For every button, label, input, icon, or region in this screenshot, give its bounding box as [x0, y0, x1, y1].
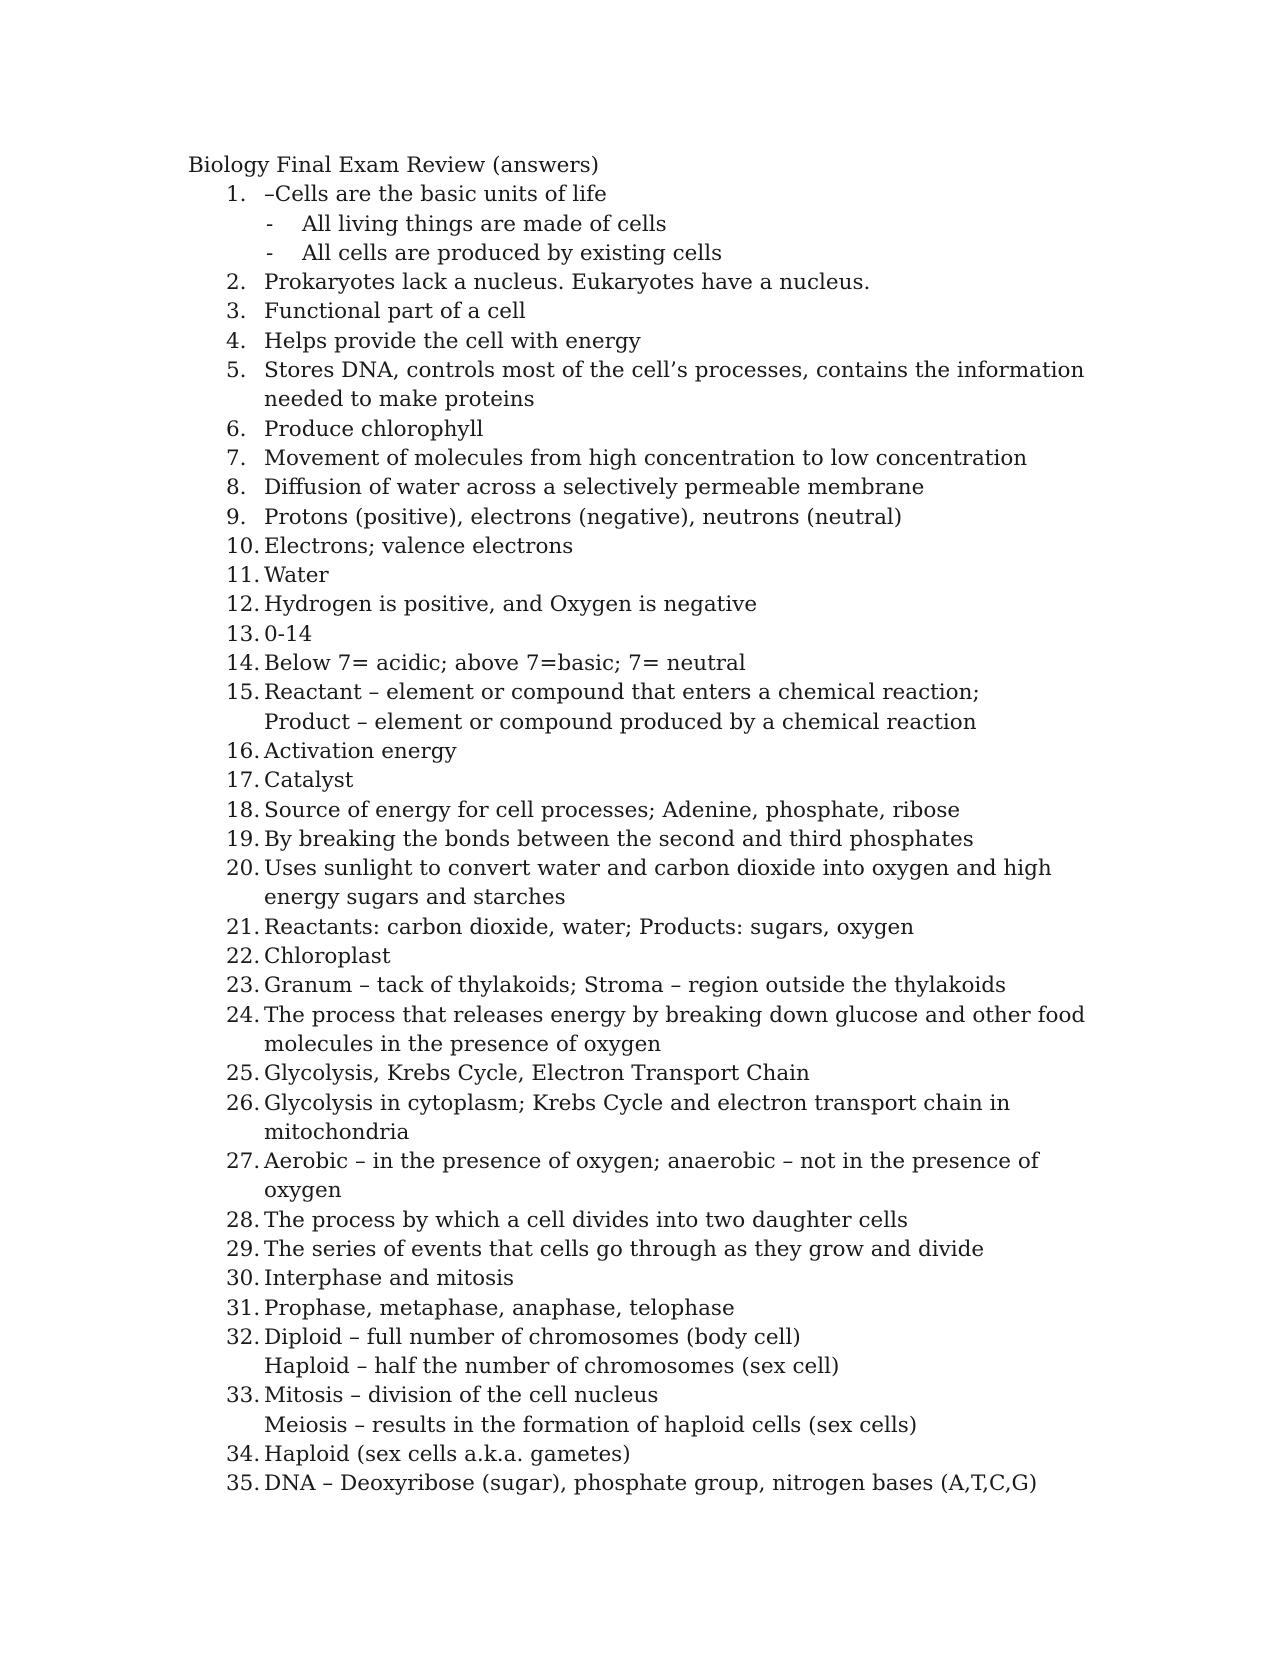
- answer-item: [188, 532, 1088, 561]
- answer-text: Functional part of a cell: [264, 299, 526, 325]
- answer-text: Granum – tack of thylakoids; Stroma – region outside the thylakoids: [264, 973, 1007, 999]
- answer-item: [188, 180, 1088, 268]
- answer-text: Glycolysis, Krebs Cycle, Electron Transport Chain: [264, 1061, 810, 1087]
- answer-number: 18.: [226, 797, 261, 823]
- answer-item: [188, 1323, 1088, 1382]
- answer-item: [188, 415, 1088, 444]
- answer-text: Uses sunlight to convert water and carbon dioxide into oxygen and high: [264, 856, 1052, 882]
- answer-text: Chloroplast: [264, 944, 391, 970]
- answer-item: [188, 297, 1088, 326]
- answer-number: 15.: [226, 680, 261, 706]
- answer-text: By breaking the bonds between the second and third phosphates: [264, 826, 974, 852]
- answer-item: [188, 971, 1088, 1000]
- answer-number: 12.: [226, 592, 261, 618]
- answer-number: 31.: [226, 1295, 261, 1321]
- answer-text: Electrons; valence electrons: [264, 533, 574, 559]
- answer-text: Glycolysis in cytoplasm; Krebs Cycle and electron transport chain in: [264, 1090, 1011, 1116]
- answer-item: [188, 444, 1088, 473]
- answer-number: 1.: [226, 182, 247, 208]
- answer-number: 32.: [226, 1324, 261, 1350]
- answer-number: 34.: [226, 1442, 261, 1468]
- answer-number: 24.: [226, 1002, 261, 1028]
- answer-number: 29.: [226, 1236, 261, 1262]
- answer-item: [188, 590, 1088, 619]
- answer-number: 22.: [226, 944, 261, 970]
- answer-number: 23.: [226, 973, 261, 999]
- answer-number: 8.: [226, 475, 247, 501]
- answer-text: oxygen: [264, 1178, 342, 1204]
- answer-item: [188, 1147, 1088, 1206]
- answer-item: [188, 268, 1088, 297]
- answer-item: [188, 1381, 1088, 1440]
- answer-text: Reactants: carbon dioxide, water; Products: sugars, oxygen: [264, 914, 915, 940]
- answer-number: 5.: [226, 358, 247, 384]
- answer-item: [188, 561, 1088, 590]
- answer-number: 10.: [226, 533, 261, 559]
- answer-text: The process that releases energy by breaking down glucose and other food: [264, 1002, 1086, 1028]
- answer-number: 3.: [226, 299, 247, 325]
- answer-number: 28.: [226, 1207, 261, 1233]
- answer-number: 20.: [226, 856, 261, 882]
- answer-text: Produce chlorophyll: [264, 416, 484, 442]
- answer-item: [188, 1059, 1088, 1088]
- answer-number: 7.: [226, 445, 247, 471]
- answer-text: needed to make proteins: [264, 387, 535, 413]
- answer-item: [188, 1089, 1088, 1148]
- answer-number: 11.: [226, 563, 261, 589]
- answer-text: energy sugars and starches: [264, 885, 566, 911]
- answer-text: Diploid – full number of chromosomes (body cell): [264, 1324, 801, 1350]
- answer-item: [188, 620, 1088, 649]
- answer-number: 14.: [226, 651, 261, 677]
- answer-text: Below 7= acidic; above 7=basic; 7= neutral: [264, 651, 746, 677]
- answer-item: [188, 942, 1088, 971]
- answer-item: [188, 913, 1088, 942]
- answer-text: Catalyst: [264, 768, 354, 794]
- answer-text: Prokaryotes lack a nucleus. Eukaryotes have a nucleus.: [264, 270, 871, 296]
- answer-text: Aerobic – in the presence of oxygen; anaerobic – not in the presence of: [264, 1149, 1039, 1175]
- answer-number: 30.: [226, 1266, 261, 1292]
- answer-item: [188, 1440, 1088, 1469]
- answer-text: Hydrogen is positive, and Oxygen is negative: [264, 592, 758, 618]
- answer-item: [188, 678, 1088, 737]
- answer-text: Water: [264, 563, 329, 589]
- sub-list: [264, 210, 1088, 269]
- answer-number: 9.: [226, 504, 247, 530]
- sub-item: [264, 210, 1088, 239]
- answer-text: Movement of molecules from high concentration to low concentration: [264, 445, 1028, 471]
- answer-text: Diffusion of water across a selectively permeable membrane: [264, 475, 925, 501]
- answer-item: [188, 737, 1088, 766]
- answer-text: Stores DNA, controls most of the cell’s processes, contains the information: [264, 358, 1085, 384]
- answer-number: 27.: [226, 1149, 261, 1175]
- answer-item: [188, 825, 1088, 854]
- answer-number: 17.: [226, 768, 261, 794]
- answer-text: mitochondria: [264, 1119, 410, 1145]
- answer-item: [188, 1235, 1088, 1264]
- answer-text: Source of energy for cell processes; Adenine, phosphate, ribose: [264, 797, 961, 823]
- sub-item-text: All cells are produced by existing cells: [302, 240, 723, 266]
- answer-text: Interphase and mitosis: [264, 1266, 515, 1292]
- answer-item: [188, 327, 1088, 356]
- answer-number: 4.: [226, 328, 247, 354]
- answer-text: Haploid – half the number of chromosomes (sex cell): [264, 1354, 840, 1380]
- answer-number: 21.: [226, 914, 261, 940]
- answer-number: 2.: [226, 270, 247, 296]
- answer-item: [188, 1001, 1088, 1060]
- answer-text: 0-14: [264, 621, 313, 647]
- answer-text: Prophase, metaphase, anaphase, telophase: [264, 1295, 735, 1321]
- answer-text: The series of events that cells go through as they grow and divide: [264, 1236, 985, 1262]
- answer-text: Protons (positive), electrons (negative), neutrons (neutral): [264, 504, 903, 530]
- dash-bullet-icon: -: [266, 211, 274, 237]
- answer-number: 33.: [226, 1383, 261, 1409]
- answer-item: [188, 503, 1088, 532]
- answer-item: [188, 1294, 1088, 1323]
- answer-number: 6.: [226, 416, 247, 442]
- answer-text: molecules in the presence of oxygen: [264, 1031, 662, 1057]
- answer-item: [188, 796, 1088, 825]
- answer-item: [188, 473, 1088, 502]
- answer-text: The process by which a cell divides into two daughter cells: [264, 1207, 909, 1233]
- answer-text: Activation energy: [264, 738, 457, 764]
- document-body: [188, 151, 1088, 1499]
- answer-number: 25.: [226, 1061, 261, 1087]
- answer-text: Helps provide the cell with energy: [264, 328, 641, 354]
- answer-text: Haploid (sex cells a.k.a. gametes): [264, 1442, 631, 1468]
- answer-number: 19.: [226, 826, 261, 852]
- sub-item-text: All living things are made of cells: [302, 211, 667, 237]
- answer-number: 13.: [226, 621, 261, 647]
- answer-number: 26.: [226, 1090, 261, 1116]
- answer-text: Product – element or compound produced by a chemical reaction: [264, 709, 977, 735]
- answer-item: [188, 356, 1088, 415]
- dash-bullet-icon: -: [266, 240, 274, 266]
- answer-text: Meiosis – results in the formation of haploid cells (sex cells): [264, 1412, 918, 1438]
- answer-list: [188, 180, 1088, 1498]
- answer-item: [188, 1264, 1088, 1293]
- answer-number: 16.: [226, 738, 261, 764]
- answer-item: [188, 649, 1088, 678]
- answer-text: Mitosis – division of the cell nucleus: [264, 1383, 659, 1409]
- answer-item: [188, 766, 1088, 795]
- answer-item: [188, 1469, 1088, 1498]
- answer-text: DNA – Deoxyribose (sugar), phosphate group, nitrogen bases (A,T,C,G): [264, 1471, 1038, 1497]
- sub-item: [264, 239, 1088, 268]
- document-title: Biology Final Exam Review (answers): [188, 153, 600, 178]
- answer-text: –Cells are the basic units of life: [264, 182, 607, 208]
- answer-text: Reactant – element or compound that enters a chemical reaction;: [264, 680, 980, 706]
- answer-item: [188, 1206, 1088, 1235]
- answer-number: 35.: [226, 1471, 261, 1497]
- answer-item: [188, 854, 1088, 913]
